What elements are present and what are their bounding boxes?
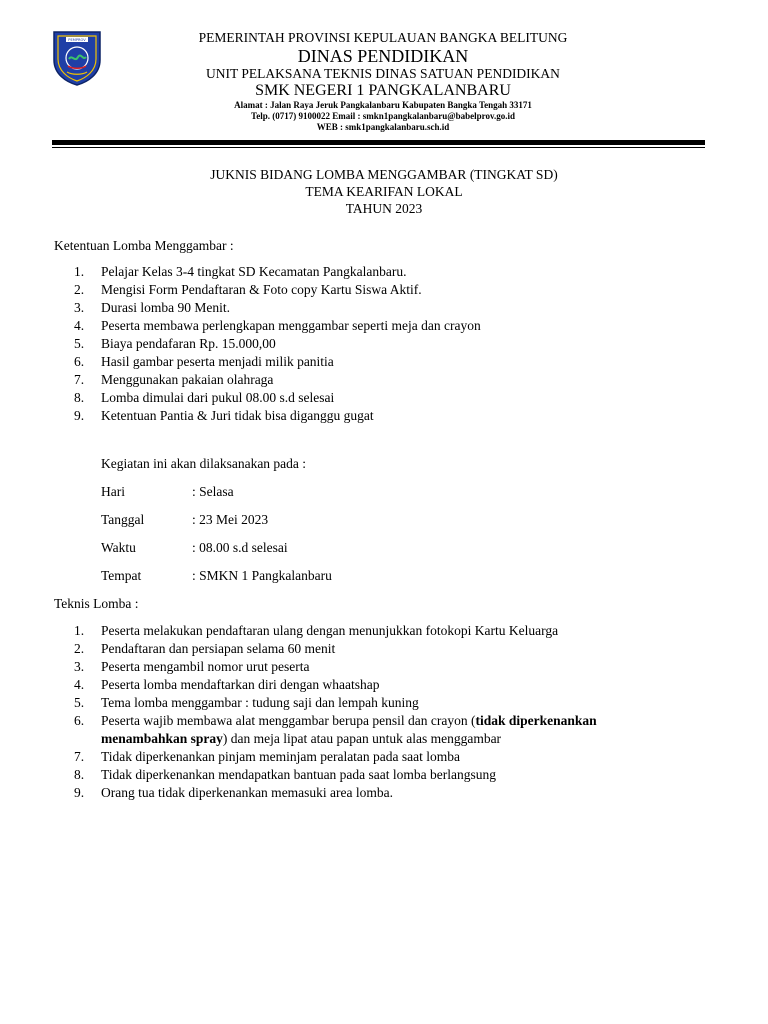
ketentuan-heading: Ketentuan Lomba Menggambar : xyxy=(54,238,234,253)
letterhead-agency: DINAS PENDIDIKAN xyxy=(297,46,469,66)
letterhead-web: WEB : smk1pangkalanbaru.sch.id xyxy=(316,122,450,132)
letterhead-unit: UNIT PELAKSANA TEKNIS DINAS SATUAN PENDIDIKAN xyxy=(206,66,560,81)
letterhead-contact: Telp. (0717) 9100022 Email : smkn1pangkalanbaru@babelprov.go.id xyxy=(251,111,515,121)
document-theme: TEMA KEARIFAN LOKAL xyxy=(305,184,463,199)
list-item: 2. Mengisi Form Pendaftaran & Foto copy Kartu Siswa Aktif. xyxy=(74,282,422,297)
document-year: TAHUN 2023 xyxy=(345,201,423,216)
list-item: 6. Hasil gambar peserta menjadi milik panitia xyxy=(74,354,334,369)
list-item: 9. Orang tua tidak diperkenankan memasuki area lomba. xyxy=(74,785,394,800)
document-title: JUKNIS BIDANG LOMBA MENGGAMBAR (TINGKAT SD) xyxy=(210,167,558,182)
schedule-label-date: Tanggal xyxy=(101,512,145,527)
list-item: 7. Tidak diperkenankan pinjam meminjam peralatan pada saat lomba xyxy=(74,749,461,764)
schedule-value-day: : Selasa xyxy=(192,484,234,499)
list-item: 3. Peserta mengambil nomor urut peserta xyxy=(74,659,310,674)
list-item: 4. Peserta lomba mendaftarkan diri dengan whaatshap xyxy=(74,677,380,692)
schedule-label-time: Waktu xyxy=(101,540,136,555)
list-item: 7. Menggunakan pakaian olahraga xyxy=(74,372,274,387)
svg-text:PEMPROV: PEMPROV xyxy=(68,38,86,42)
list-item: 1. Pelajar Kelas 3-4 tingkat SD Kecamatan Pangkalanbaru. xyxy=(74,264,407,279)
letterhead-government: PEMERINTAH PROVINSI KEPULAUAN BANGKA BELITUNG xyxy=(198,30,568,45)
list-item: 8. Lomba dimulai dari pukul 08.00 s.d selesai xyxy=(74,390,335,405)
schedule-value-place: : SMKN 1 Pangkalanbaru xyxy=(192,568,332,583)
schedule-label-place: Tempat xyxy=(101,568,142,583)
teknis-list xyxy=(54,622,597,802)
list-item: 5. Tema lomba menggambar : tudung saji dan lempah kuning xyxy=(74,695,419,710)
kegiatan-intro: Kegiatan ini akan dilaksanakan pada : xyxy=(101,456,307,471)
list-item: 8. Tidak diperkenankan mendapatkan bantuan pada saat lomba berlangsung xyxy=(74,767,497,782)
list-item: 9. Ketentuan Pantia & Juri tidak bisa diganggu gugat xyxy=(74,408,374,423)
letterhead-divider-thick xyxy=(52,140,705,145)
list-item: 1. Peserta melakukan pendaftaran ulang dengan menunjukkan fotokopi Kartu Keluarga xyxy=(74,623,559,638)
schedule-value-date: : 23 Mei 2023 xyxy=(192,512,269,527)
letterhead-address: Alamat : Jalan Raya Jeruk Pangkalanbaru Kabupaten Bangka Tengah 33171 xyxy=(234,100,532,110)
list-item: 4. Peserta membawa perlengkapan menggambar seperti meja dan crayon xyxy=(74,318,481,333)
list-item: 3. Durasi lomba 90 Menit. xyxy=(74,300,230,315)
bold-emphasis: tidak diperkenankan xyxy=(475,713,597,728)
letterhead-school: SMK NEGERI 1 PANGKALANBARU xyxy=(255,82,511,99)
ketentuan-list xyxy=(54,263,481,425)
province-emblem-icon xyxy=(52,30,102,86)
teknis-heading: Teknis Lomba : xyxy=(54,596,139,611)
bold-emphasis: menambahkan spray xyxy=(101,731,223,746)
schedule-value-time: : 08.00 s.d selesai xyxy=(192,540,288,555)
list-item: 5. Biaya pendafaran Rp. 15.000,00 xyxy=(74,336,276,351)
list-item: 6. Peserta wajib membawa alat menggambar berupa pensil dan crayon (tidak diperkenankan menambahkan spray) dan meja lipat atau papan untuk alas menggambar xyxy=(74,713,597,746)
list-item: 2. Pendaftaran dan persiapan selama 60 menit xyxy=(74,641,336,656)
letterhead-divider-thin xyxy=(52,147,705,148)
schedule-label-day: Hari xyxy=(101,484,125,499)
